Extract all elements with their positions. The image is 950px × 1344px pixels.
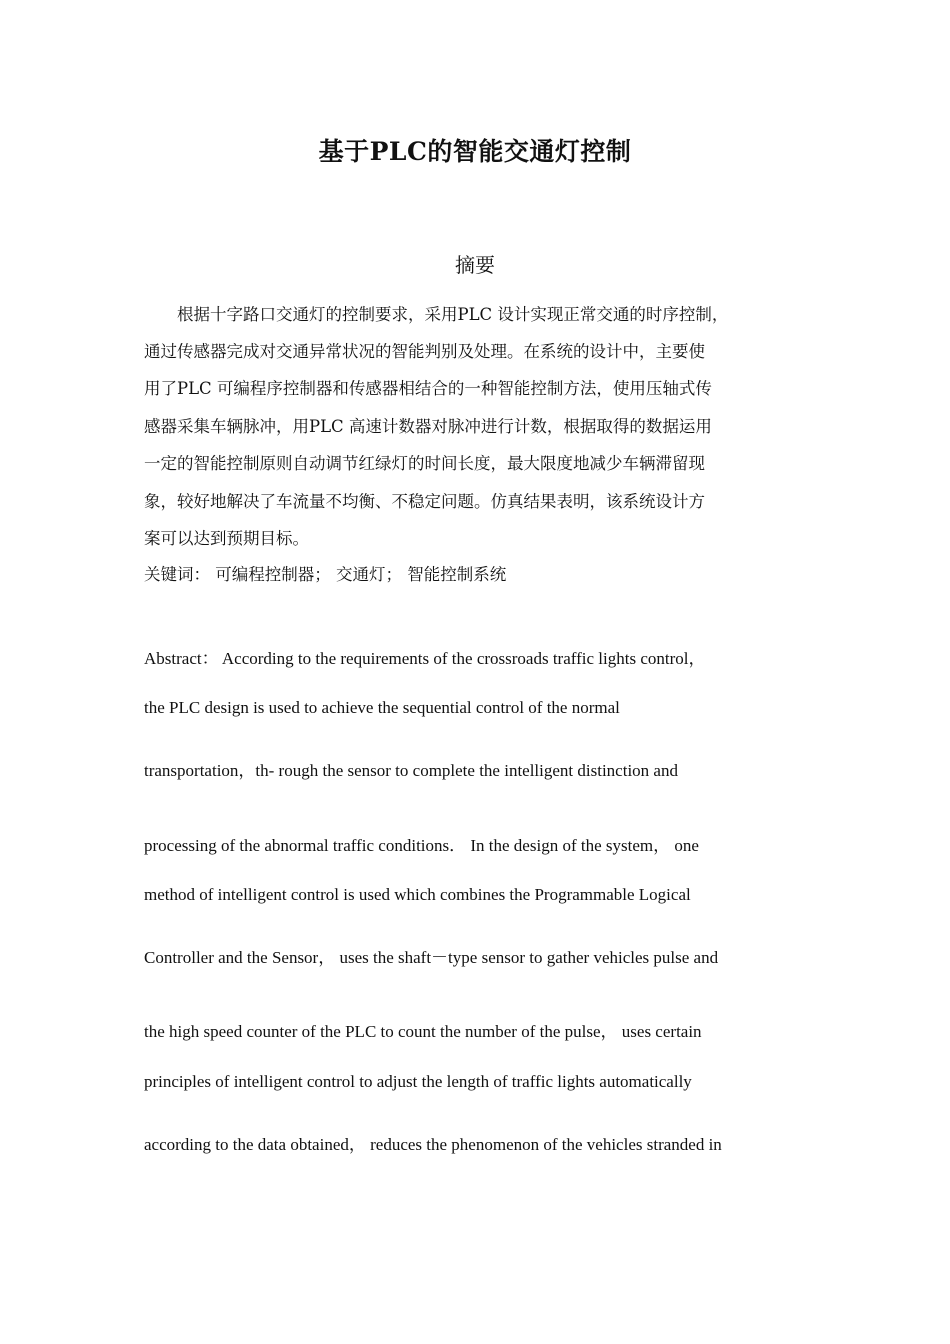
abstract-line: 一定的智能控制原则自动调节红绿灯的时间长度，最大限度地减少车辆滞留现 xyxy=(144,454,705,473)
abstract-en-line: according to the data obtained， reduces the phenomenon of the vehicles stranded in xyxy=(144,1135,722,1154)
abstract-line: 通过传感器完成对交通异常状况的智能判别及处理。在系统的设计中，主要使 xyxy=(144,342,705,361)
abstract-line: 案可以达到预期目标。 xyxy=(144,529,309,548)
abstract-en-line: principles of intelligent control to adjust the length of traffic lights automatically xyxy=(144,1072,692,1091)
abstract-en-line: processing of the abnormal traffic conditions． In the design of the system， one xyxy=(144,836,699,855)
keywords-line: 关键词： 可编程控制器； 交通灯； 智能控制系统 xyxy=(144,565,507,584)
document-title: 基于PLC的智能交通灯控制 xyxy=(318,137,632,166)
abstract-line: 根据十字路口交通灯的控制要求，采用PLC 设计实现正常交通的时序控制， xyxy=(177,305,729,324)
abstract-en-line: method of intelligent control is used which combines the Programmable Logical xyxy=(144,885,691,904)
abstract-en-line: Abstract： According to the requirements of the crossroads traffic lights control， xyxy=(144,649,706,668)
abstract-line: 感器采集车辆脉冲，用PLC 高速计数器对脉冲进行计数，根据取得的数据运用 xyxy=(144,417,712,436)
abstract-line: 用了PLC 可编程序控制器和传感器相结合的一种智能控制方法，使用压轴式传 xyxy=(144,379,712,398)
abstract-en-line: the high speed counter of the PLC to count the number of the pulse， uses certain xyxy=(144,1022,702,1041)
abstract-en-line: transportation，th- rough the sensor to complete the intelligent distinction and xyxy=(144,761,678,780)
abstract-en-line: the PLC design is used to achieve the sequential control of the normal xyxy=(144,698,620,717)
abstract-heading: 摘要 xyxy=(455,253,495,277)
abstract-line: 象，较好地解决了车流量不均衡、不稳定问题。仿真结果表明，该系统设计方 xyxy=(144,492,705,511)
abstract-en-line: Controller and the Sensor， uses the shaft－type sensor to gather vehicles pulse and xyxy=(144,948,719,967)
